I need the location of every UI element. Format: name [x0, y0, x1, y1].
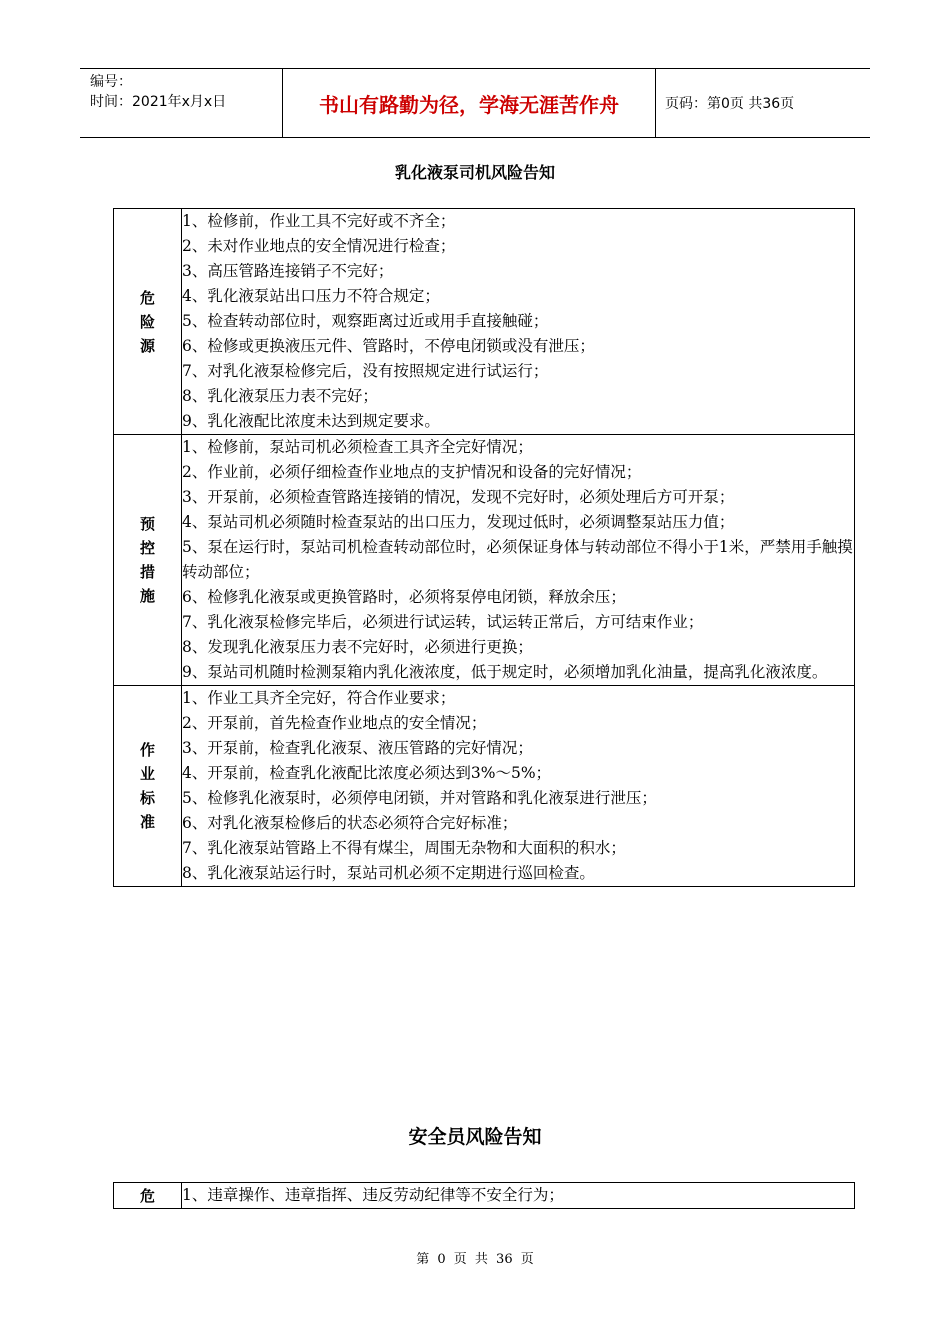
header-meta — [80, 69, 282, 137]
risk-table-pump-operator — [113, 208, 855, 887]
list-item: 3、高压管路连接销子不完好； — [182, 262, 394, 280]
section-label: 危险源 — [139, 288, 155, 355]
risk-row — [114, 1183, 855, 1209]
list-item: 2、未对作业地点的安全情况进行检查； — [182, 237, 456, 255]
section-content-cell — [182, 435, 855, 686]
list-item: 7、乳化液泵检修完毕后，必须进行试运转，试运转正常后，方可结束作业； — [182, 613, 704, 631]
list-item: 1、检修前，泵站司机必须检查工具齐全完好情况； — [182, 438, 533, 456]
risk-row — [114, 686, 855, 887]
list-item: 4、开泵前，检查乳化液配比浓度必须达到3%～5%； — [182, 764, 552, 782]
list-item: 6、检修乳化液泵或更换管路时，必须将泵停电闭锁，释放余压； — [182, 588, 626, 606]
section-content-cell — [182, 686, 855, 887]
list-item: 7、对乳化液泵检修完后，没有按照规定进行试运行； — [182, 362, 549, 380]
document-number-label: 编号： — [90, 74, 132, 90]
list-item: 2、开泵前，首先检查作业地点的安全情况； — [182, 714, 487, 732]
list-item: 5、泵在运行时，泵站司机检查转动部位时，必须保证身体与转动部位不得小于1米，严禁用手触摸转动部位； — [182, 538, 853, 581]
section-label: 危 — [139, 1186, 155, 1205]
list-item: 5、检修乳化液泵时，必须停电闭锁，并对管路和乳化液泵进行泄压； — [182, 789, 657, 807]
section-label-cell — [114, 686, 182, 887]
list-item: 4、乳化液泵站出口压力不符合规定； — [182, 287, 440, 305]
list-item: 3、开泵前，检查乳化液泵、液压管路的完好情况； — [182, 739, 533, 757]
header-page-label: 页码：第0页 共36页 — [665, 96, 795, 112]
document-title-safety-officer: 安全员风险告知 — [408, 1126, 542, 1148]
header-motto: 书山有路勤为径，学海无涯苦作舟 — [282, 69, 656, 137]
section-label-cell — [114, 435, 182, 686]
document-date-label: 时间：2021年x月x日 — [90, 94, 227, 110]
section-content-cell — [182, 209, 855, 435]
list-item: 8、乳化液泵站运行时，泵站司机必须不定期进行巡回检查。 — [182, 864, 595, 882]
list-item: 6、对乳化液泵检修后的状态必须符合完好标准； — [182, 814, 518, 832]
list-item: 1、检修前，作业工具不完好或不齐全； — [182, 212, 456, 230]
list-item: 2、作业前，必须仔细检查作业地点的支护情况和设备的完好情况； — [182, 463, 642, 481]
list-item: 3、开泵前，必须检查管路连接销的情况，发现不完好时，必须处理后方可开泵； — [182, 488, 735, 506]
list-item: 4、泵站司机必须随时检查泵站的出口压力，发现过低时，必须调整泵站压力值； — [182, 513, 735, 531]
list-item: 9、乳化液配比浓度未达到规定要求。 — [182, 412, 440, 430]
list-item: 5、检查转动部位时，观察距离过近或用手直接触碰； — [182, 312, 549, 330]
list-item: 8、发现乳化液泵压力表不完好时，必须进行更换； — [182, 638, 533, 656]
section-content-cell — [182, 1183, 855, 1209]
list-item: 7、乳化液泵站管路上不得有煤尘，周围无杂物和大面积的积水； — [182, 839, 626, 857]
document-title-pump-operator: 乳化液泵司机风险告知 — [394, 163, 555, 182]
section-label: 作业标准 — [139, 741, 155, 831]
page-header — [80, 68, 870, 138]
page-footer: 第 0 页 共 36 页 — [416, 1252, 534, 1267]
section-label-cell — [114, 209, 182, 435]
section-label-cell — [114, 1183, 182, 1209]
risk-table-safety-officer — [113, 1182, 855, 1209]
list-item: 1、作业工具齐全完好，符合作业要求； — [182, 689, 456, 707]
list-item: 1、违章操作、违章指挥、违反劳动纪律等不安全行为； — [182, 1186, 564, 1204]
section-label: 预控措施 — [139, 515, 155, 605]
risk-row — [114, 435, 855, 686]
list-item: 9、泵站司机随时检测泵箱内乳化液浓度，低于规定时，必须增加乳化油量，提高乳化液浓度。 — [182, 663, 828, 681]
list-item: 8、乳化液泵压力表不完好； — [182, 387, 378, 405]
list-item: 6、检修或更换液压元件、管路时，不停电闭锁或没有泄压； — [182, 337, 595, 355]
risk-row — [114, 209, 855, 435]
